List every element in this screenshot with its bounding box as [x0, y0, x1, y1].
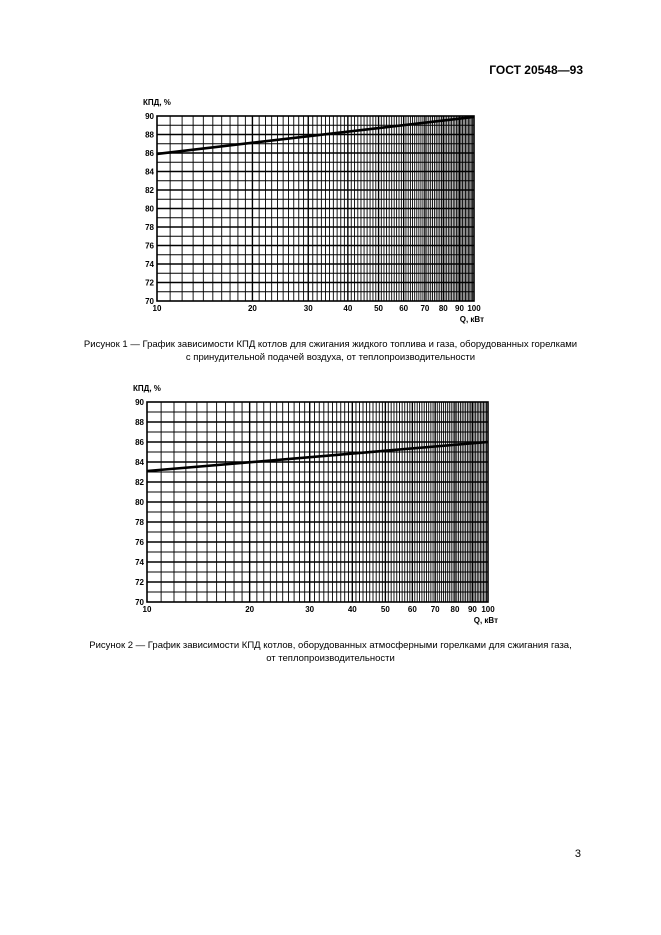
x-tick-label: 70 — [420, 304, 430, 313]
y-tick-label: 74 — [135, 558, 144, 567]
y-tick-label: 90 — [145, 112, 154, 121]
x-tick-label: 60 — [399, 304, 409, 313]
figure-1-caption-line-2: с принудительной подачей воздуха, от теплопроизводительности — [185, 352, 476, 363]
x-tick-label: 50 — [374, 304, 384, 313]
x-tick-label: 10 — [142, 605, 152, 614]
y-tick-label: 82 — [135, 478, 144, 487]
y-tick-label: 88 — [145, 130, 154, 140]
y-tick-label: 74 — [145, 260, 154, 269]
x-axis-label: Q, кВт — [459, 315, 484, 324]
x-tick-label: 100 — [481, 605, 495, 614]
y-tick-label: 72 — [135, 578, 144, 587]
y-tick-label: 70 — [145, 297, 154, 306]
figure-2-caption — [40, 639, 621, 665]
y-tick-label: 88 — [135, 418, 144, 427]
y-tick-label: 70 — [135, 598, 144, 607]
y-tick-label: 78 — [135, 518, 144, 527]
y-tick-label: 82 — [145, 186, 154, 195]
y-tick-label: 72 — [145, 278, 154, 288]
x-tick-label: 80 — [450, 605, 460, 614]
x-tick-label: 50 — [380, 605, 390, 614]
y-tick-label: 90 — [135, 398, 144, 407]
figure-1-caption-line-1: Рисунок 1 — График зависимости КПД котлов для сжигания жидкого топлива и газа, оборудованных горелками — [83, 339, 578, 350]
y-tick-label: 80 — [145, 204, 154, 214]
standard-code: ГОСТ 20548—93 — [489, 63, 583, 77]
x-tick-label: 10 — [152, 304, 162, 313]
y-tick-label: 78 — [145, 223, 154, 232]
page-number: 3 — [574, 848, 581, 860]
x-tick-label: 90 — [455, 304, 464, 313]
x-tick-label: 30 — [303, 304, 313, 313]
x-tick-label: 20 — [245, 605, 255, 614]
x-tick-label: 20 — [247, 304, 257, 313]
x-tick-label: 40 — [343, 304, 353, 313]
figure-2-caption-line-2: от теплопроизводительности — [266, 653, 395, 664]
y-tick-label: 84 — [135, 458, 144, 467]
figure-2-caption-line-1: Рисунок 2 — График зависимости КПД котлов, оборудованных атмосферными горелками для сжигания газа, — [89, 640, 572, 651]
y-axis-label: КПД, % — [133, 384, 161, 393]
x-axis-label: Q, кВт — [473, 616, 498, 625]
x-tick-label: 30 — [305, 605, 315, 614]
y-tick-label: 76 — [145, 241, 154, 251]
x-tick-label: 70 — [430, 605, 440, 614]
x-tick-label: 90 — [467, 605, 477, 614]
y-tick-label: 84 — [145, 167, 154, 177]
x-tick-label: 40 — [347, 605, 357, 614]
y-axis-label: КПД, % — [143, 98, 171, 107]
y-tick-label: 80 — [135, 498, 144, 507]
x-tick-label: 100 — [467, 304, 481, 313]
y-tick-label: 76 — [135, 538, 144, 547]
y-tick-label: 86 — [135, 438, 144, 447]
x-tick-label: 80 — [438, 304, 448, 313]
x-tick-label: 60 — [407, 605, 417, 614]
y-tick-label: 86 — [145, 149, 154, 158]
